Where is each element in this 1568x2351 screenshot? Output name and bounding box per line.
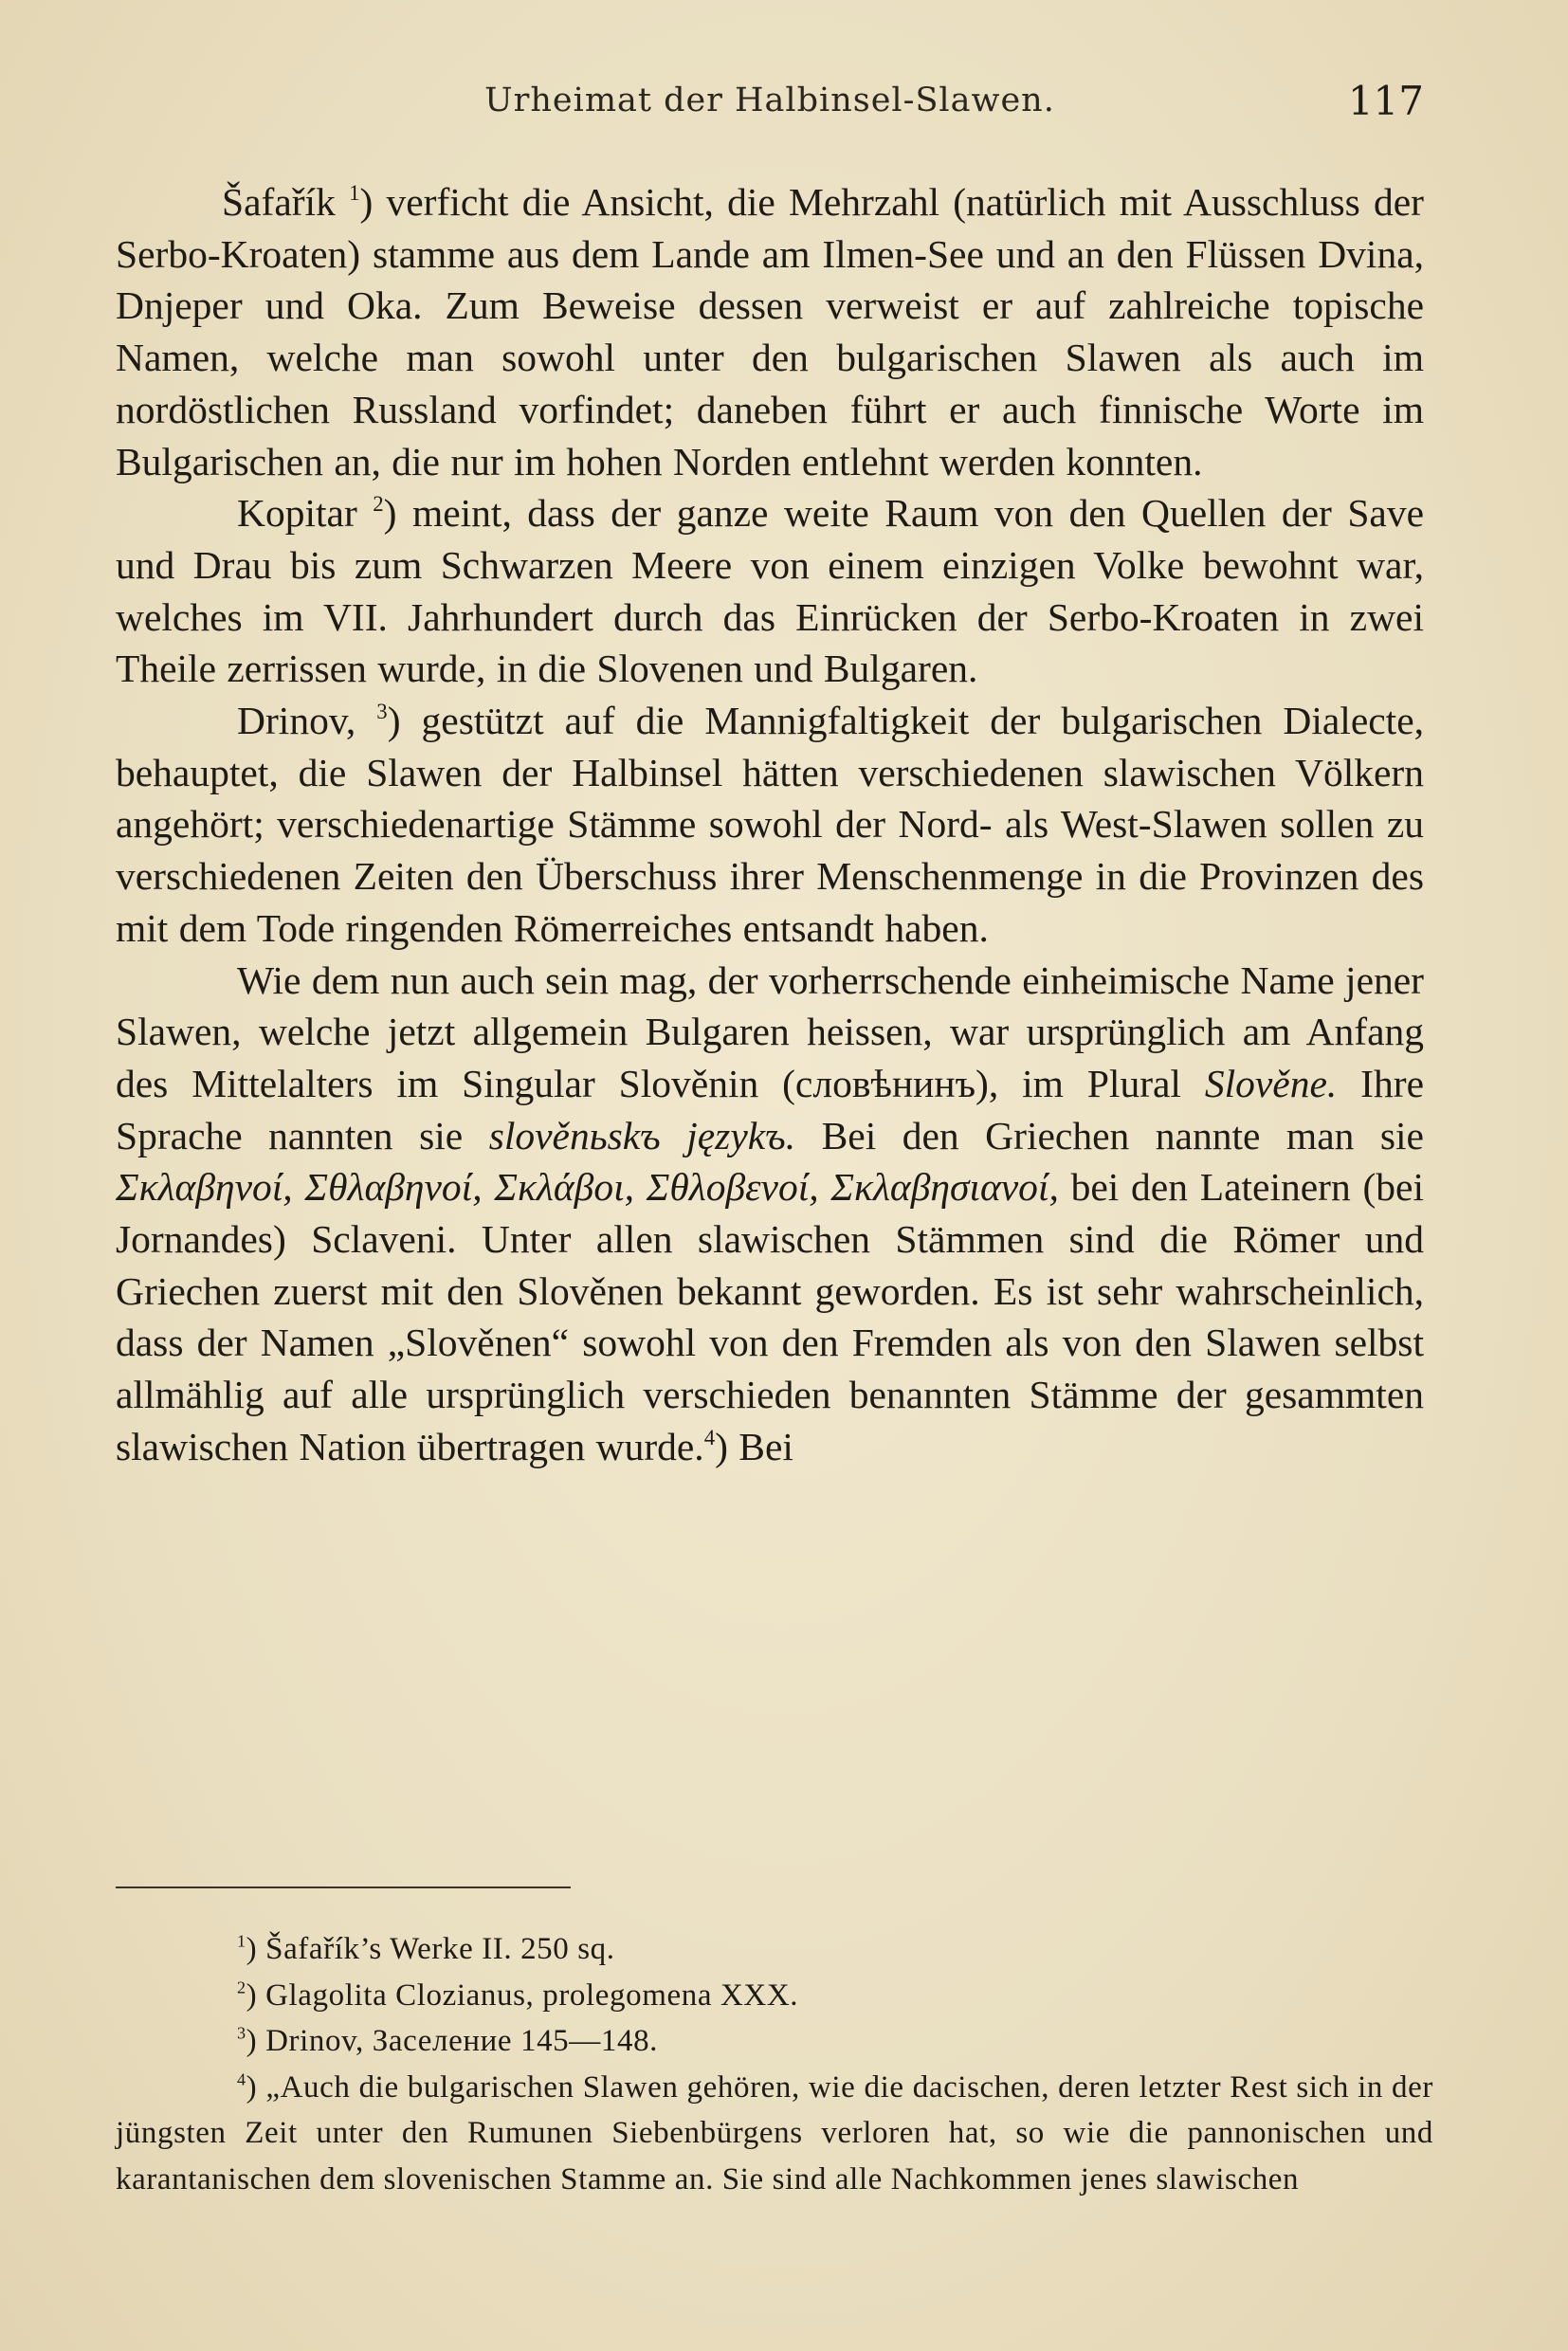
footnote-marker: 2	[373, 492, 384, 517]
footnote-separator	[116, 1886, 571, 1888]
footnote-marker: 3	[376, 700, 388, 724]
footnote-marker: 3	[237, 2023, 246, 2043]
text-run: ) gestützt auf die Mannigfaltigkeit der bulgarischen Dialecte, behauptet, die Slawen der Halbinsel hätten verschiedenen slawischen Völkern angehört; verschiedenartige Stämme sowohl der Nord- als West-Slawen sollen zu verschiedenen Zeiten den Überschuss ihrer Menschenmenge in die Provinzen des mit dem Tode ringenden Römerreiches entsandt haben.	[116, 699, 1425, 950]
text-run: Šafařík	[222, 180, 350, 224]
footnote	[116, 1926, 1433, 1973]
footnote-marker: 4	[703, 1425, 716, 1449]
text-run: ) „Auch die bulgarischen Slawen gehören, wie die dacischen, deren letzter Rest sich in der jüngsten Zeit unter den Rumunen Siebenbürgens verloren hat, so wie die pannonischen und karantanischen dem slovenischen Stamme an. Sie sind alle Nachkommen jenes slawischen	[116, 2069, 1433, 2196]
text-run: Kopitar	[237, 491, 374, 536]
text-run: Drinov,	[237, 699, 377, 743]
italic-text: slověnьskъ językъ.	[488, 1113, 796, 1157]
body-text	[116, 176, 1424, 1473]
italic-text: Σκλαβηνοί, Σθλαβηνοί, Σκλάβοι, Σθλοβενοί, Σκλαβησιανοί,	[116, 1165, 1059, 1210]
footnotes	[116, 1926, 1433, 2202]
text-run: Wie dem nun auch sein mag, der vorherrschende einheimische Name jener Slawen, welche jetzt allgemein Bulgaren heissen, war ursprünglich am Anfang des Mittelalters im Singular Slověnin (словѣнинъ), im Plural	[116, 957, 1424, 1105]
text-run: ) Glagolita Clozianus, prolegomena XXX.	[246, 1977, 799, 2013]
footnote-marker: 2	[237, 1977, 246, 1996]
text-run: ) Šafařík’s Werke II. 250 sq.	[246, 1932, 615, 1966]
text-run: ) Drinov, Заселение 145—148.	[246, 2024, 659, 2058]
running-head: Urheimat der Halbinsel-Slawen.	[484, 82, 1055, 119]
footnote	[116, 1973, 1433, 2019]
footnote	[116, 2018, 1433, 2065]
page-number: 117	[1347, 78, 1424, 124]
paragraph	[116, 487, 1424, 695]
footnote-marker: 1	[349, 181, 360, 206]
paragraph	[116, 176, 1424, 487]
footnote-marker: 1	[237, 1931, 246, 1951]
paragraph	[116, 955, 1424, 1473]
footnote	[116, 2065, 1433, 2203]
text-run: ) meint, dass der ganze weite Raum von den Quellen der Save und Drau bis zum Schwarzen Meere von einem einzigen Volke bewohnt war, welches im VII. Jahrhundert durch das Einrücken der Serbo-Kroaten in zwei Theile zerrissen wurde, in die Slovenen und Bulgaren.	[116, 491, 1424, 691]
text-run: Bei den Griechen nannte man sie	[795, 1113, 1424, 1157]
footnote-marker: 4	[237, 2069, 246, 2088]
text-run: Ihre Sprache nannten sie	[116, 1061, 1424, 1157]
text-run: ) Bei	[715, 1424, 793, 1468]
paragraph	[116, 695, 1424, 955]
italic-text: Slověne.	[1204, 1061, 1338, 1105]
text-run: bei den Lateinern (bei Jornandes) Sclaveni. Unter allen slawischen Stämmen sind die Römer und Griechen zuerst mit den Slověnen bekannt geworden. Es ist sehr wahrscheinlich, dass der Namen „Slověnen“ sowohl von den Fremden als von den Slawen selbst allmählig auf alle ursprünglich verschieden benannten Stämme der gesammten slawischen Nation übertragen wurde.	[116, 1165, 1424, 1468]
text-run: ) verficht die Ansicht, die Mehrzahl (natürlich mit Ausschluss der Serbo-Kroaten) stamme aus dem Lande am Ilmen-See und an den Flüssen Dvina, Dnjeper und Oka. Zum Beweise dessen verweist er auf zahlreiche topische Namen, welche man sowohl unter den bulgarischen Slawen als auch im nordöstlichen Russland vorfindet; daneben führt er auch finnische Worte im Bulgarischen an, die nur im hohen Norden entlehnt werden konnten.	[116, 180, 1424, 483]
page-header	[116, 78, 1424, 135]
